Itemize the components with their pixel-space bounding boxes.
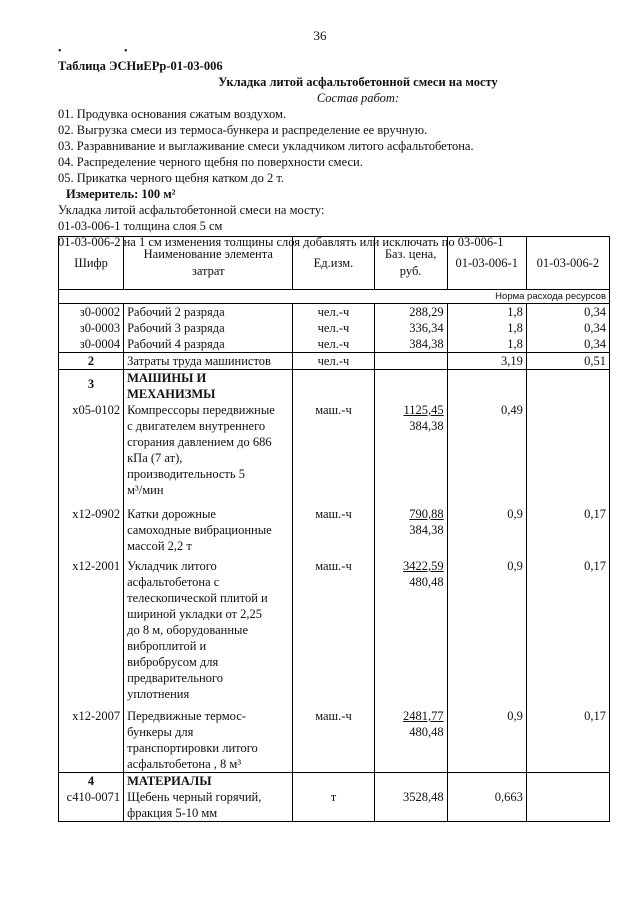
row-unit: маш.-ч (293, 708, 374, 773)
row-price (374, 558, 447, 702)
name-line: предварительного (127, 671, 223, 685)
price-secondary: 384,38 (409, 419, 444, 433)
row-price: 288,29 (374, 304, 447, 321)
price-secondary: 480,48 (409, 575, 444, 589)
row-name (124, 558, 293, 702)
work-item: 03. Разравнивание и выглаживание смеси укладчиком литого асфальтобетона. (58, 139, 474, 153)
row-v1: 1,8 (447, 304, 526, 321)
row-unit: чел.-ч (293, 320, 374, 336)
name-line: м³/мин (127, 483, 164, 497)
table-row (59, 320, 610, 336)
row-code: х12-2001 (59, 558, 124, 702)
col-header-code: Шифр (59, 237, 124, 290)
name-line: Передвижные термос- (127, 709, 246, 723)
row-v2: 0,34 (526, 304, 609, 321)
row-unit: т (293, 789, 374, 822)
section-code: 3 (59, 370, 124, 403)
table-row (59, 789, 610, 822)
row-v2: 0,17 (526, 558, 609, 702)
row-code: з0-0003 (59, 320, 124, 336)
labor-total-row (59, 353, 610, 370)
scope-line: Укладка литой асфальтобетонной смеси на мосту: (58, 203, 325, 217)
row-unit: чел.-ч (293, 304, 374, 321)
table-header-row (59, 237, 610, 290)
section-row-machines (59, 370, 610, 403)
row-unit: маш.-ч (293, 402, 374, 498)
table-row (59, 402, 610, 498)
row-name: Рабочий 3 разряда (124, 320, 293, 336)
name-line: вибробрусом для (127, 655, 219, 669)
name-line: кПа (7 ат), (127, 451, 183, 465)
name-line: Компрессоры передвижные (127, 403, 275, 417)
row-name (124, 402, 293, 498)
name-line: производительность 5 (127, 467, 245, 481)
table-row (59, 708, 610, 773)
col-header-name: Наименование элемента затрат (124, 237, 293, 290)
row-code: 2 (59, 353, 124, 370)
row-v2: 0,34 (526, 336, 609, 353)
table-row (59, 558, 610, 702)
scope-line: 01-03-006-1 толщина слоя 5 см (58, 219, 223, 233)
meter-unit: Измеритель: 100 м² (66, 187, 176, 201)
row-v1: 0,9 (447, 558, 526, 702)
row-price (374, 708, 447, 773)
row-v2: 0,34 (526, 320, 609, 336)
row-name (124, 708, 293, 773)
row-name (124, 789, 293, 822)
section-title: МАШИНЫ И МЕХАНИЗМЫ (124, 370, 293, 403)
price-primary: 3422,59 (403, 559, 444, 573)
col-header-price: Баз. цена, руб. (374, 237, 447, 290)
name-line: фракция 5-10 мм (127, 806, 218, 820)
spacer-row (59, 498, 610, 506)
name-line: Укладчик литого (127, 559, 217, 573)
row-code: х12-2007 (59, 708, 124, 773)
row-code: з0-0002 (59, 304, 124, 321)
name-line: Катки дорожные (127, 507, 216, 521)
row-unit: маш.-ч (293, 558, 374, 702)
row-unit: чел.-ч (293, 336, 374, 353)
row-code: з0-0004 (59, 336, 124, 353)
row-price: 3528,48 (374, 789, 447, 822)
table-row (59, 336, 610, 353)
name-line: транспортировки литого (127, 741, 258, 755)
row-unit: чел.-ч (293, 353, 374, 370)
row-unit: маш.-ч (293, 506, 374, 554)
row-price (374, 506, 447, 554)
norm-label: Норма расхода ресурсов (59, 290, 610, 304)
price-secondary: 384,38 (409, 523, 444, 537)
row-v2 (526, 402, 609, 498)
table-code: Таблица ЭСНиЕРр-01-03-006 (58, 59, 223, 73)
name-line: шириной укладки от 2,25 (127, 607, 263, 621)
table-title: Укладка литой асфальтобетонной смеси на мосту (218, 75, 498, 89)
col-header-v2: 01-03-006-2 (526, 237, 609, 290)
row-v1: 1,8 (447, 336, 526, 353)
section-code: 4 (59, 773, 124, 790)
row-v1: 0,49 (447, 402, 526, 498)
row-price: 336,34 (374, 320, 447, 336)
name-line: асфальтобетона с (127, 575, 220, 589)
table-header-block (58, 58, 618, 250)
name-line: бункеры для (127, 725, 194, 739)
row-v2: 0,17 (526, 506, 609, 554)
row-name: Рабочий 4 разряда (124, 336, 293, 353)
table-row (59, 506, 610, 554)
name-line: телескопической плитой и (127, 591, 268, 605)
page-number: 36 (313, 28, 327, 43)
scope-line: 01-03-006-2 на 1 см изменения толщины слоя добавлять или исключать по 03-006-1 (58, 235, 504, 249)
row-v1: 1,8 (447, 320, 526, 336)
row-v2: 0,51 (526, 353, 609, 370)
row-code: х05-0102 (59, 402, 124, 498)
work-item: 05. Прикатка черного щебня катком до 2 т. (58, 171, 284, 185)
row-v1: 0,9 (447, 506, 526, 554)
name-line: с двигателем внутреннего (127, 419, 266, 433)
row-name (124, 506, 293, 554)
margin-dots: • • (58, 46, 158, 57)
row-price (374, 353, 447, 370)
row-code: х12-0902 (59, 506, 124, 554)
row-v1: 3,19 (447, 353, 526, 370)
row-code: с410-0071 (59, 789, 124, 822)
name-line: Щебень черный горячий, (127, 790, 262, 804)
work-item: 01. Продувка основания сжатым воздухом. (58, 107, 287, 121)
row-name: Затраты труда машинистов (124, 353, 293, 370)
row-price: 384,38 (374, 336, 447, 353)
name-line: асфальтобетона , 8 м³ (127, 757, 242, 771)
col-header-v1: 01-03-006-1 (447, 237, 526, 290)
work-item: 04. Распределение черного щебня по поверхности смеси. (58, 155, 363, 169)
row-name: Рабочий 2 разряда (124, 304, 293, 321)
section-row-materials (59, 773, 610, 790)
row-v2: 0,17 (526, 708, 609, 773)
price-primary: 2481,77 (403, 709, 444, 723)
price-primary: 1125,45 (403, 403, 444, 417)
col-header-unit: Ед.изм. (293, 237, 374, 290)
name-line: сгорания давлением до 686 (127, 435, 272, 449)
row-v1: 0,9 (447, 708, 526, 773)
works-list (58, 106, 618, 186)
section-title: МАТЕРИАЛЫ (124, 773, 293, 790)
name-line: до 8 м, оборудованные (127, 623, 249, 637)
norms-table (58, 236, 610, 822)
price-primary: 790,88 (409, 507, 444, 521)
price-secondary: 480,48 (409, 725, 444, 739)
row-price (374, 402, 447, 498)
name-line: массой 2,2 т (127, 539, 192, 553)
work-item: 02. Выгрузка смеси из термоса-бункера и распределение ее вручную. (58, 123, 428, 137)
row-v2 (526, 789, 609, 822)
name-line: уплотнения (127, 687, 190, 701)
works-subtitle: Состав работ: (316, 91, 400, 105)
name-line: самоходные вибрационные (127, 523, 272, 537)
row-v1: 0,663 (447, 789, 526, 822)
norm-label-row (59, 290, 610, 304)
table-row (59, 304, 610, 321)
name-line: виброплитой и (127, 639, 207, 653)
